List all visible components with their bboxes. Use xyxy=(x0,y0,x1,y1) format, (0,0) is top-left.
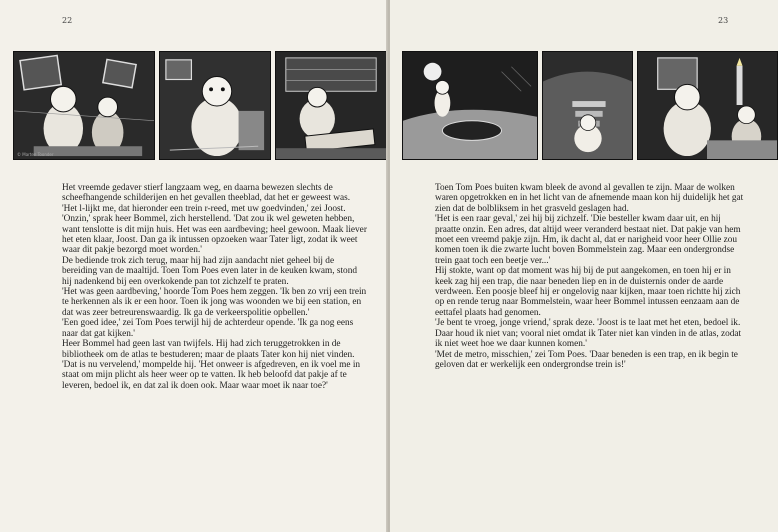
comic-panel-1 xyxy=(13,51,155,160)
comic-panel-2 xyxy=(159,51,271,160)
comic-strip-right xyxy=(402,51,778,160)
comic-strip-left xyxy=(13,51,388,160)
paragraph: Toen Tom Poes buiten kwam bleek de avond al gevallen te zijn. Maar de wolken waren opgetrokken en in het licht van de afnemende maan kon hij duidelijk het gat zien dat de bolbliksem in het grasveld geslagen had. xyxy=(435,183,744,214)
paragraph: 'Met de metro, misschien,' zei Tom Poes. 'Daar beneden is een trap, en ik begin te geloven dat er werkelijk een ondergrondse trein is!' xyxy=(435,349,738,370)
left-page xyxy=(0,0,388,532)
right-page-text xyxy=(435,183,744,370)
comic-credit: © Marten Toonder xyxy=(17,152,54,157)
comic-panel-4 xyxy=(402,51,538,160)
comic-panel-5 xyxy=(542,51,633,160)
paragraph: De bediende trok zich terug, maar hij had zijn aandacht niet geheel bij de bereiding van de maaltijd. Toen Tom Poes even later in de keuken kwam, stond hij nadenkend bij een overkokende pan tot zichzelf te praten. xyxy=(62,255,358,287)
paragraph: 'Onzin,' sprak heer Bommel, zich herstellend. 'Dat zou ik wel geweten hebben, want tenslotte is dit mijn huis. Het was een aardbeving; heel gewoon. Maak liever het eten klaar, Joost. Dan ga ik intussen opzoeken waar Tater ligt, zodat ik weet waar dit pakje bezorgd moet worden.' xyxy=(62,214,367,256)
comic-panel-3 xyxy=(275,51,388,160)
page-number-left: 22 xyxy=(62,16,73,25)
page-number-right: 23 xyxy=(718,16,729,25)
paragraph: 'Het was geen aardbeving,' hoorde Tom Poes hem zeggen. 'Ik ben zo vrij een trein te herkennen als ik er een hoor. Toen ik jong was woonden we bij een station, en dat was zeer betreurenswaardig. Ik ga de verkeerspolitie opbellen.' xyxy=(62,287,367,318)
paragraph: Het vreemde gedaver stierf langzaam weg, en daarna bewezen slechts de scheefhangende schilderijen en het gevallen theeblad, dat het er geweest was. xyxy=(62,183,351,204)
paragraph: Heer Bommel had geen last van twijfels. Hij had zich teruggetrokken in de bibliotheek om de atlas te bestuderen; maar de plaats Tater kon hij niet vinden. xyxy=(62,339,355,360)
paragraph: 'Het is een raar geval,' zei hij bij zichzelf. 'Die besteller kwam daar uit, en hij praatte onzin. Een adres, dat altijd weer veranderd bestaat niet. Dat pakje van hem moet een vreemd pakje zijn. Hm, ik dacht al, dat er narigheid voor heer Ollie zou komen toen ik die zwarte lucht boven Bommelstein zag. Maar een ondergrondse trein gaat toch een beetje ver...' xyxy=(435,214,741,266)
paragraph: 'Je bent te vroeg, jonge vriend,' sprak deze. 'Joost is te laat met het eten, bedoel ik. Daar houd ik niet van; vooral niet omdat ik Tater niet kan vinden in de atlas, zodat ik niet weet hoe we daar kunnen komen.' xyxy=(435,318,742,350)
left-page-text xyxy=(62,183,368,391)
paragraph: 'Een goed idee,' zei Tom Poes terwijl hij de achterdeur opende. 'Ik ga nog eens naar dat gat kijken.' xyxy=(62,318,354,339)
right-page xyxy=(390,0,778,532)
paragraph: 'Dat is nu vervelend,' mompelde hij. 'Het onweer is afgedreven, en ik voel me in staat om mijn plicht als heer weer op te vatten. Ik heb beloofd dat pakje af te leveren, bedoel ik, en dat zal ik doen ook. Maar waar moet ik naar toe?' xyxy=(62,359,361,391)
comic-panel-6 xyxy=(637,51,778,160)
paragraph: 'Het l-lijkt me, dat hieronder een trein r-reed, met uw goedvinden,' zei Joost. xyxy=(62,203,346,214)
paragraph: Hij stokte, want op dat moment was hij bij de put aangekomen, en toen hij er in keek zag hij een trap, die naar beneden liep en in de duisternis onder de aarde verdween. Een poosje bleef hij er ongelovig naar kijken, maar toen richtte hij zich op en rende terug naar Bommelstein, waar heer Bommel intussen eenzaam aan de eettafel plaats had genomen. xyxy=(435,266,741,318)
